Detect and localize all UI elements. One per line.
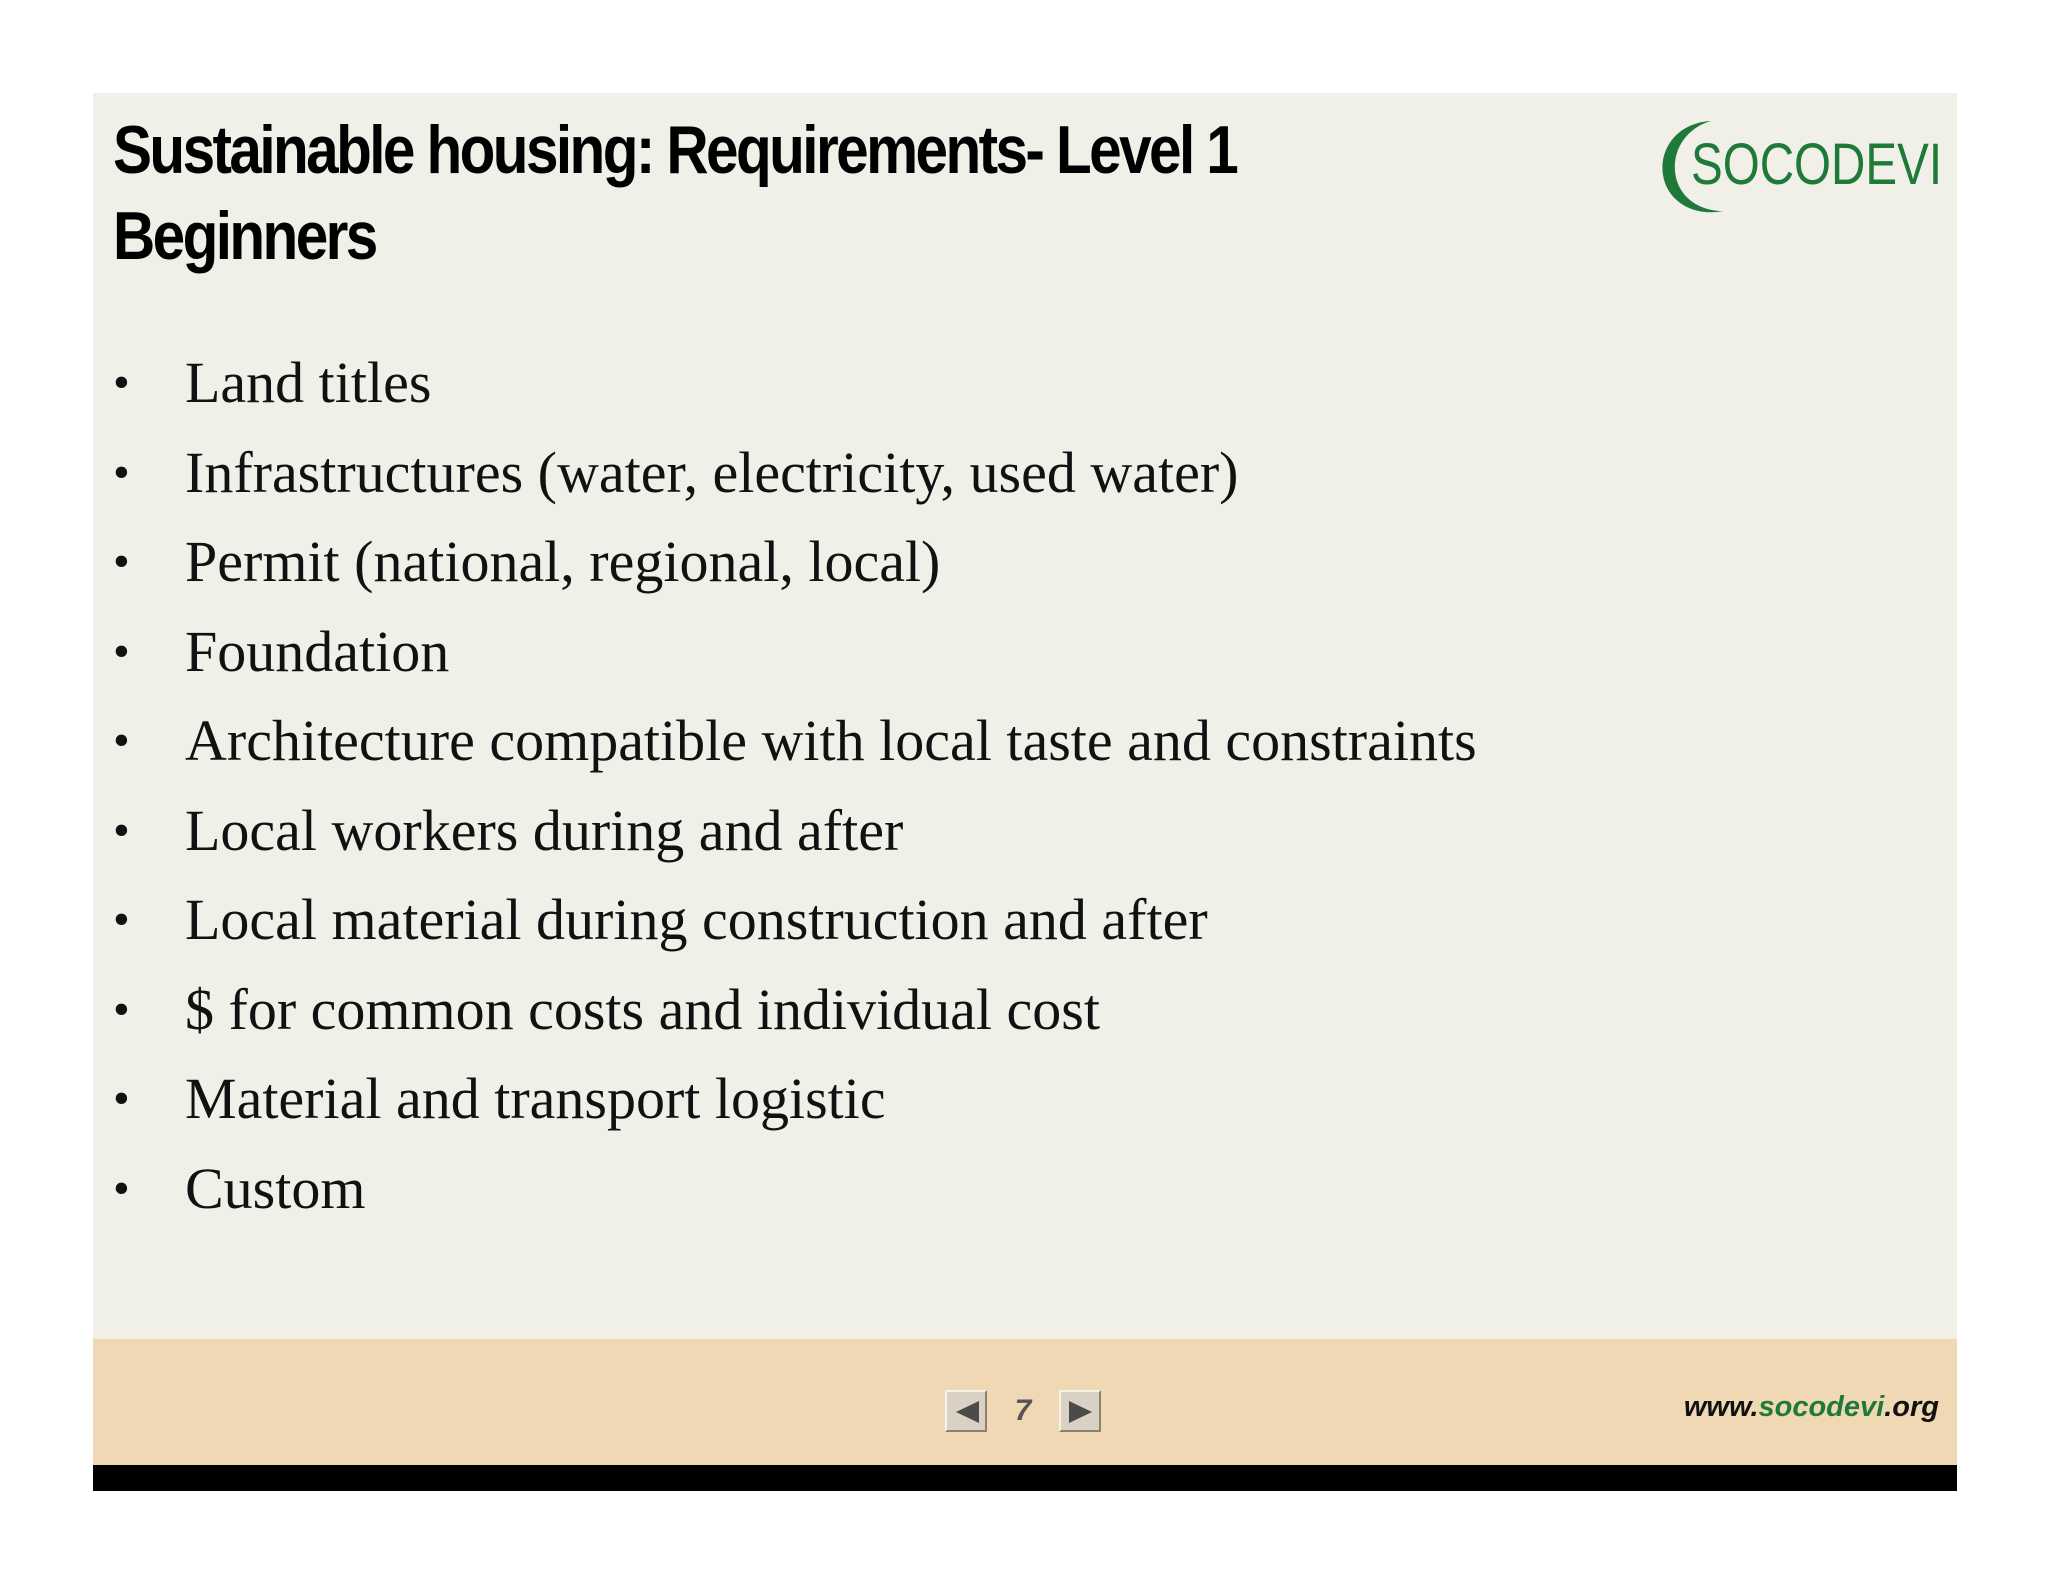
page-number: 7 (1014, 1394, 1032, 1427)
logo-text: SOCODEVI (1691, 132, 1943, 197)
list-item-text: $ for common costs and individual cost (185, 976, 1100, 1042)
list-item (113, 786, 1477, 876)
bullet-icon: • (113, 445, 130, 499)
slide-title-line-1: Sustainable housing: Requirements- Level 1 (113, 112, 1237, 188)
list-item (113, 875, 1477, 965)
list-item (113, 428, 1477, 518)
bullet-icon: • (113, 714, 130, 767)
list-item (113, 1054, 1477, 1144)
list-item (113, 696, 1477, 786)
list-item-text: Local material during construction and after (185, 887, 1208, 952)
url-brand: socodevi (1758, 1391, 1885, 1423)
url-suffix: .org (1884, 1391, 1939, 1423)
slide-title (113, 107, 1237, 279)
bullet-icon: • (113, 356, 130, 409)
bullet-icon: • (113, 893, 130, 946)
triangle-right-icon (1067, 1399, 1095, 1425)
list-item-text: Infrastructures (water, electricity, used water) (185, 439, 1239, 505)
website-link[interactable] (1684, 1391, 1939, 1424)
slide-title-line-2: Beginners (113, 198, 376, 274)
list-item (113, 965, 1477, 1055)
url-prefix: www. (1683, 1391, 1759, 1423)
list-item (113, 607, 1477, 697)
list-item-text: Foundation (185, 618, 450, 684)
bullet-icon: • (113, 624, 130, 678)
slide-navigation (945, 1389, 1101, 1433)
slide (93, 93, 1957, 1341)
list-item-text: Custom (185, 1155, 366, 1221)
list-item-text: Land titles (185, 350, 432, 415)
bullet-icon: • (113, 982, 130, 1036)
slide-footer (93, 1339, 1957, 1465)
list-item (113, 1144, 1477, 1234)
requirements-list (113, 338, 1477, 1233)
list-item (113, 517, 1477, 607)
bullet-icon: • (113, 1072, 130, 1125)
next-slide-button[interactable] (1059, 1390, 1101, 1432)
footer-bar (93, 1465, 1957, 1491)
list-item-text: Local workers during and after (185, 797, 904, 863)
previous-slide-button[interactable] (945, 1390, 987, 1432)
list-item (113, 338, 1477, 428)
socodevi-logo (1653, 113, 1953, 213)
list-item-text: Material and transport logistic (185, 1066, 886, 1131)
list-item-text: Architecture compatible with local taste and constraints (185, 708, 1477, 773)
bullet-icon: • (113, 803, 130, 857)
list-item-text: Permit (national, regional, local) (185, 529, 941, 594)
triangle-left-icon (953, 1399, 981, 1425)
bullet-icon: • (113, 535, 130, 588)
bullet-icon: • (113, 1161, 130, 1215)
